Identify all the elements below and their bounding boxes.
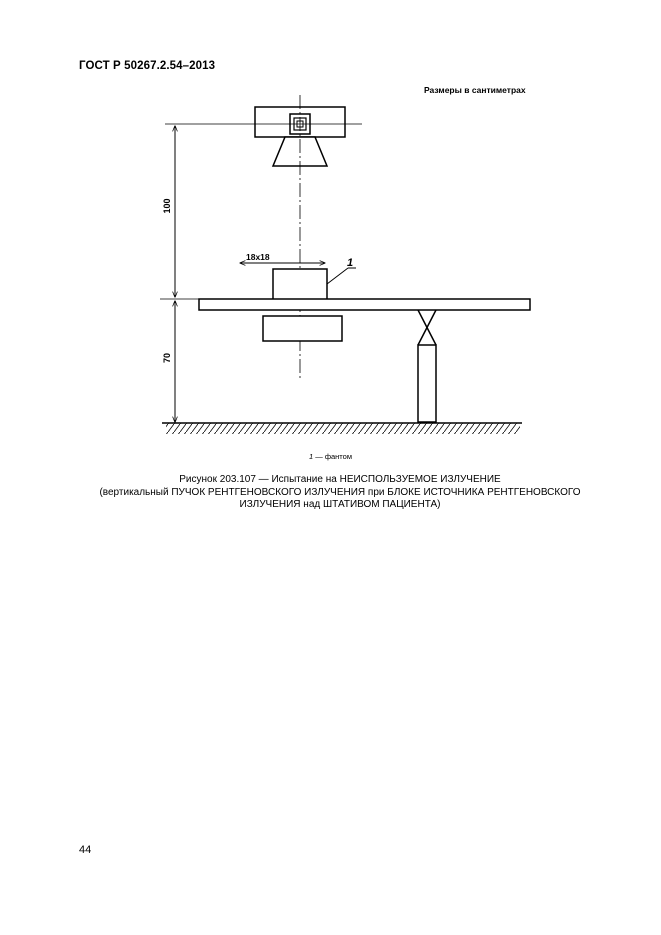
figure-legend — [0, 452, 661, 461]
legend-text: — фантом — [313, 452, 352, 461]
image-receptor — [263, 316, 342, 341]
caption-line-2: (вертикальный ПУЧОК РЕНТГЕНОВСКОГО ИЗЛУЧЕНИЯ при БЛОКЕ ИСТОЧНИКА РЕНТГЕНОВСКОГО — [99, 486, 581, 498]
dimension-label-70: 70 — [162, 352, 172, 364]
dimension-label-phantom: 18x18 — [246, 252, 270, 262]
floor — [162, 423, 522, 434]
figure-caption — [60, 474, 620, 512]
legend-number: 1 — [308, 452, 314, 461]
phantom — [273, 269, 327, 300]
document-header: ГОСТ Р 50267.2.54–2013 — [79, 60, 216, 72]
patient-support-leg — [418, 310, 436, 422]
page-number: 44 — [79, 844, 92, 856]
units-note: Размеры в сантиметрах — [424, 85, 526, 95]
patient-table-top — [199, 299, 530, 310]
dimension-label-100: 100 — [162, 198, 172, 214]
caption-line-3: ИЗЛУЧЕНИЯ над ШТАТИВОМ ПАЦИЕНТА) — [239, 499, 441, 510]
caption-line-1: Рисунок 203.107 — Испытание на НЕИСПОЛЬЗУЕМОЕ ИЗЛУЧЕНИЕ — [179, 474, 501, 485]
callout-leader — [327, 268, 348, 284]
callout-number: 1 — [347, 257, 354, 269]
